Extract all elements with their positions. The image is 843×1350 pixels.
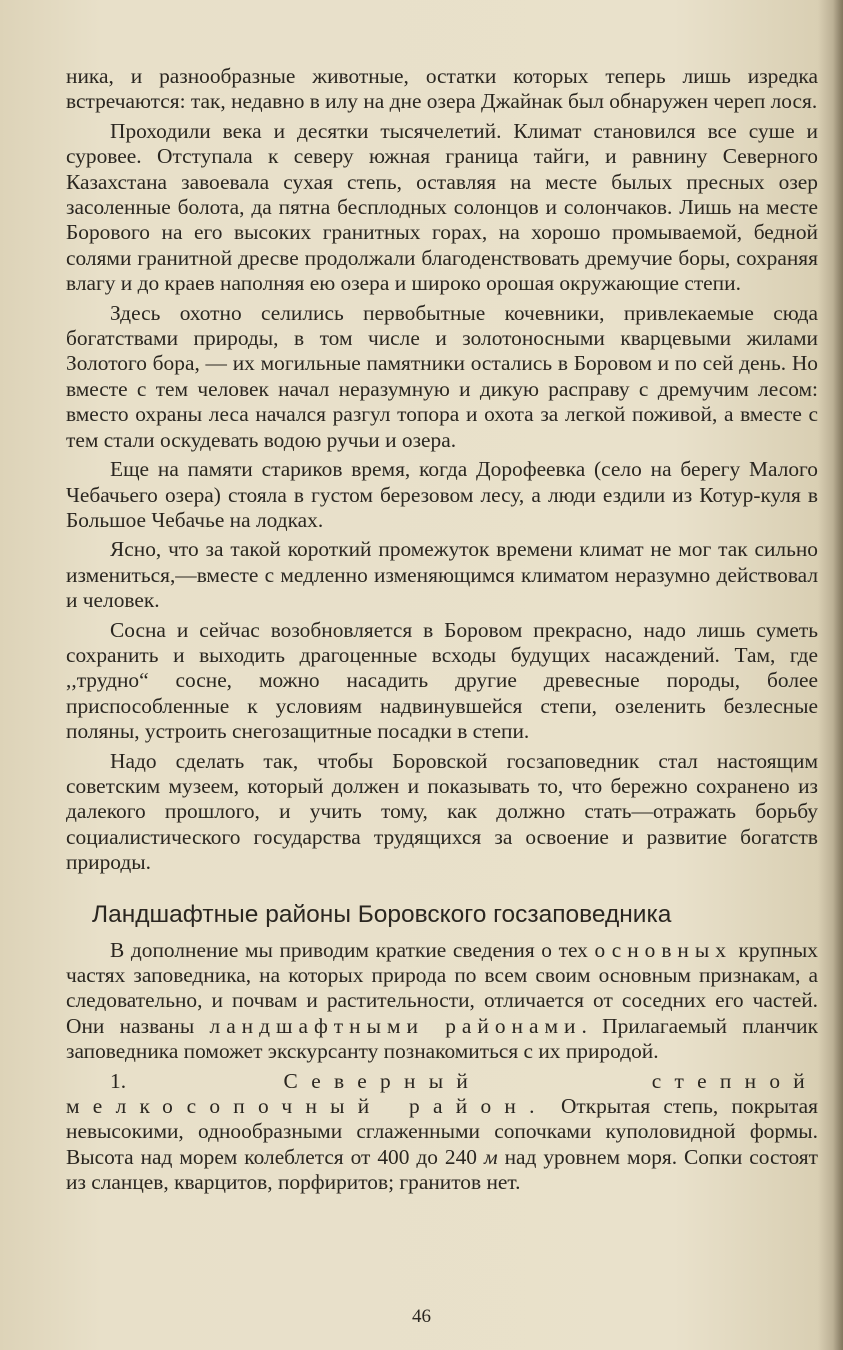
paragraph-dorofeevka: Еще на памяти стариков время, когда Дорофеевка (село на берегу Малого Чебачьего озера) стояла в густом березовом лесу, а люди ездили из Котур-куля в Большое Чебачье на лодках. [66,457,818,532]
intro-emphasis-districts: ландшафтными районами [209,1013,582,1038]
district-text-1: Открытая степь, покрытая невысокими, однообразными сглаженными сопочками куполовидной формы. Высота над морем колеблется от 400 до 240 [66,1094,818,1169]
paragraph-continued: ника, и разнообразные животные, остатки которых теперь лишь изредка встречаются: так, недавно в илу на дне озера Джайнак был обнаружен череп лося. [66,64,818,114]
intro-text-3: . Прилагаемый планчик заповедника поможет экскурсанту познакомиться с их природой. [66,1013,818,1064]
paragraph-pine-renewal: Сосна и сейчас возобновляется в Боровом прекрасно, надо лишь суметь сохранить и выходить драгоценные всходы будущих насаждений. Там, где ,,трудно“ сосне, можно насадить другие древесные породы, более приспособленные к условиям надвинувшейся степи, озеленить безлесные поляны, устроить снегозащитные посадки в степи. [66,617,818,744]
intro-text-1: В дополнение мы приводим краткие сведения о тех [110,937,595,962]
paragraph-nomads: Здесь охотно селились первобытные кочевники, привлекаемые сюда богатствами природы, в том числе и золотоносными кварцевыми жилами Золотого бора, — их могильные памятники остались в Боровом и по сей день. Но вместе с тем человек начал неразумную и дикую расправу с дремучим лесом: вместо охраны леса начался разгул топора и охота за легкой поживой, а вместе с тем стали оскудевать водою ручьи и озера. [66,300,818,452]
paragraph-museum: Надо сделать так, чтобы Боровской госзаповедник стал настоящим советским музеем, который должен и показывать то, что бережно сохранено из далекого прошлого, и учить тому, как должно стать—отражать борьбу социалистического государства трудящихся за освоение и развитие богатств природы. [66,748,818,875]
paragraph-intro [66,938,818,1065]
intro-text-2: крупных частях заповедника, на которых природа по всем своим основным признакам, а следовательно, и почвам и растительности, отличается от соседних его частей. Они названы [66,937,819,1038]
intro-emphasis-main: основных [594,937,732,962]
section-heading: Ландшафтные районы Боровского госзаповедника [92,900,672,928]
page-number: 46 [412,1306,431,1327]
paragraph-climate-change: Ясно, что за такой короткий промежуток времени климат не мог так сильно измениться,—вместе с медленно изменяющимся климатом неразумно действовал и человек. [66,537,818,613]
district-unit: м [483,1144,498,1169]
page-body [66,64,818,1196]
district-text-2: над уровнем моря. Сопки состоят из сланцев, кварцитов, порфиритов; гранитов нет. [66,1144,818,1195]
paragraph-district-1 [66,1069,818,1196]
district-name: Северный степной мелкосопочный район. [66,1068,819,1119]
district-number: 1. [110,1068,284,1093]
paragraph-climate: Проходили века и десятки тысячелетий. Климат становился все суше и суровее. Отступала к северу южная граница тайги, и равнину Северного Казахстана завоевала сухая степь, оставляя на месте былых пресных озер засоленные болота, да пятна бесплодных солонцов и солончаков. Лишь на месте Борового на его высоких гранитных горах, на хорошо промываемой, бедной солями гранитной дресве продолжали благоденствовать дремучие боры, сохраняя влагу и до краев наполняя ею озера и широко орошая окружающие степи. [66,118,818,296]
